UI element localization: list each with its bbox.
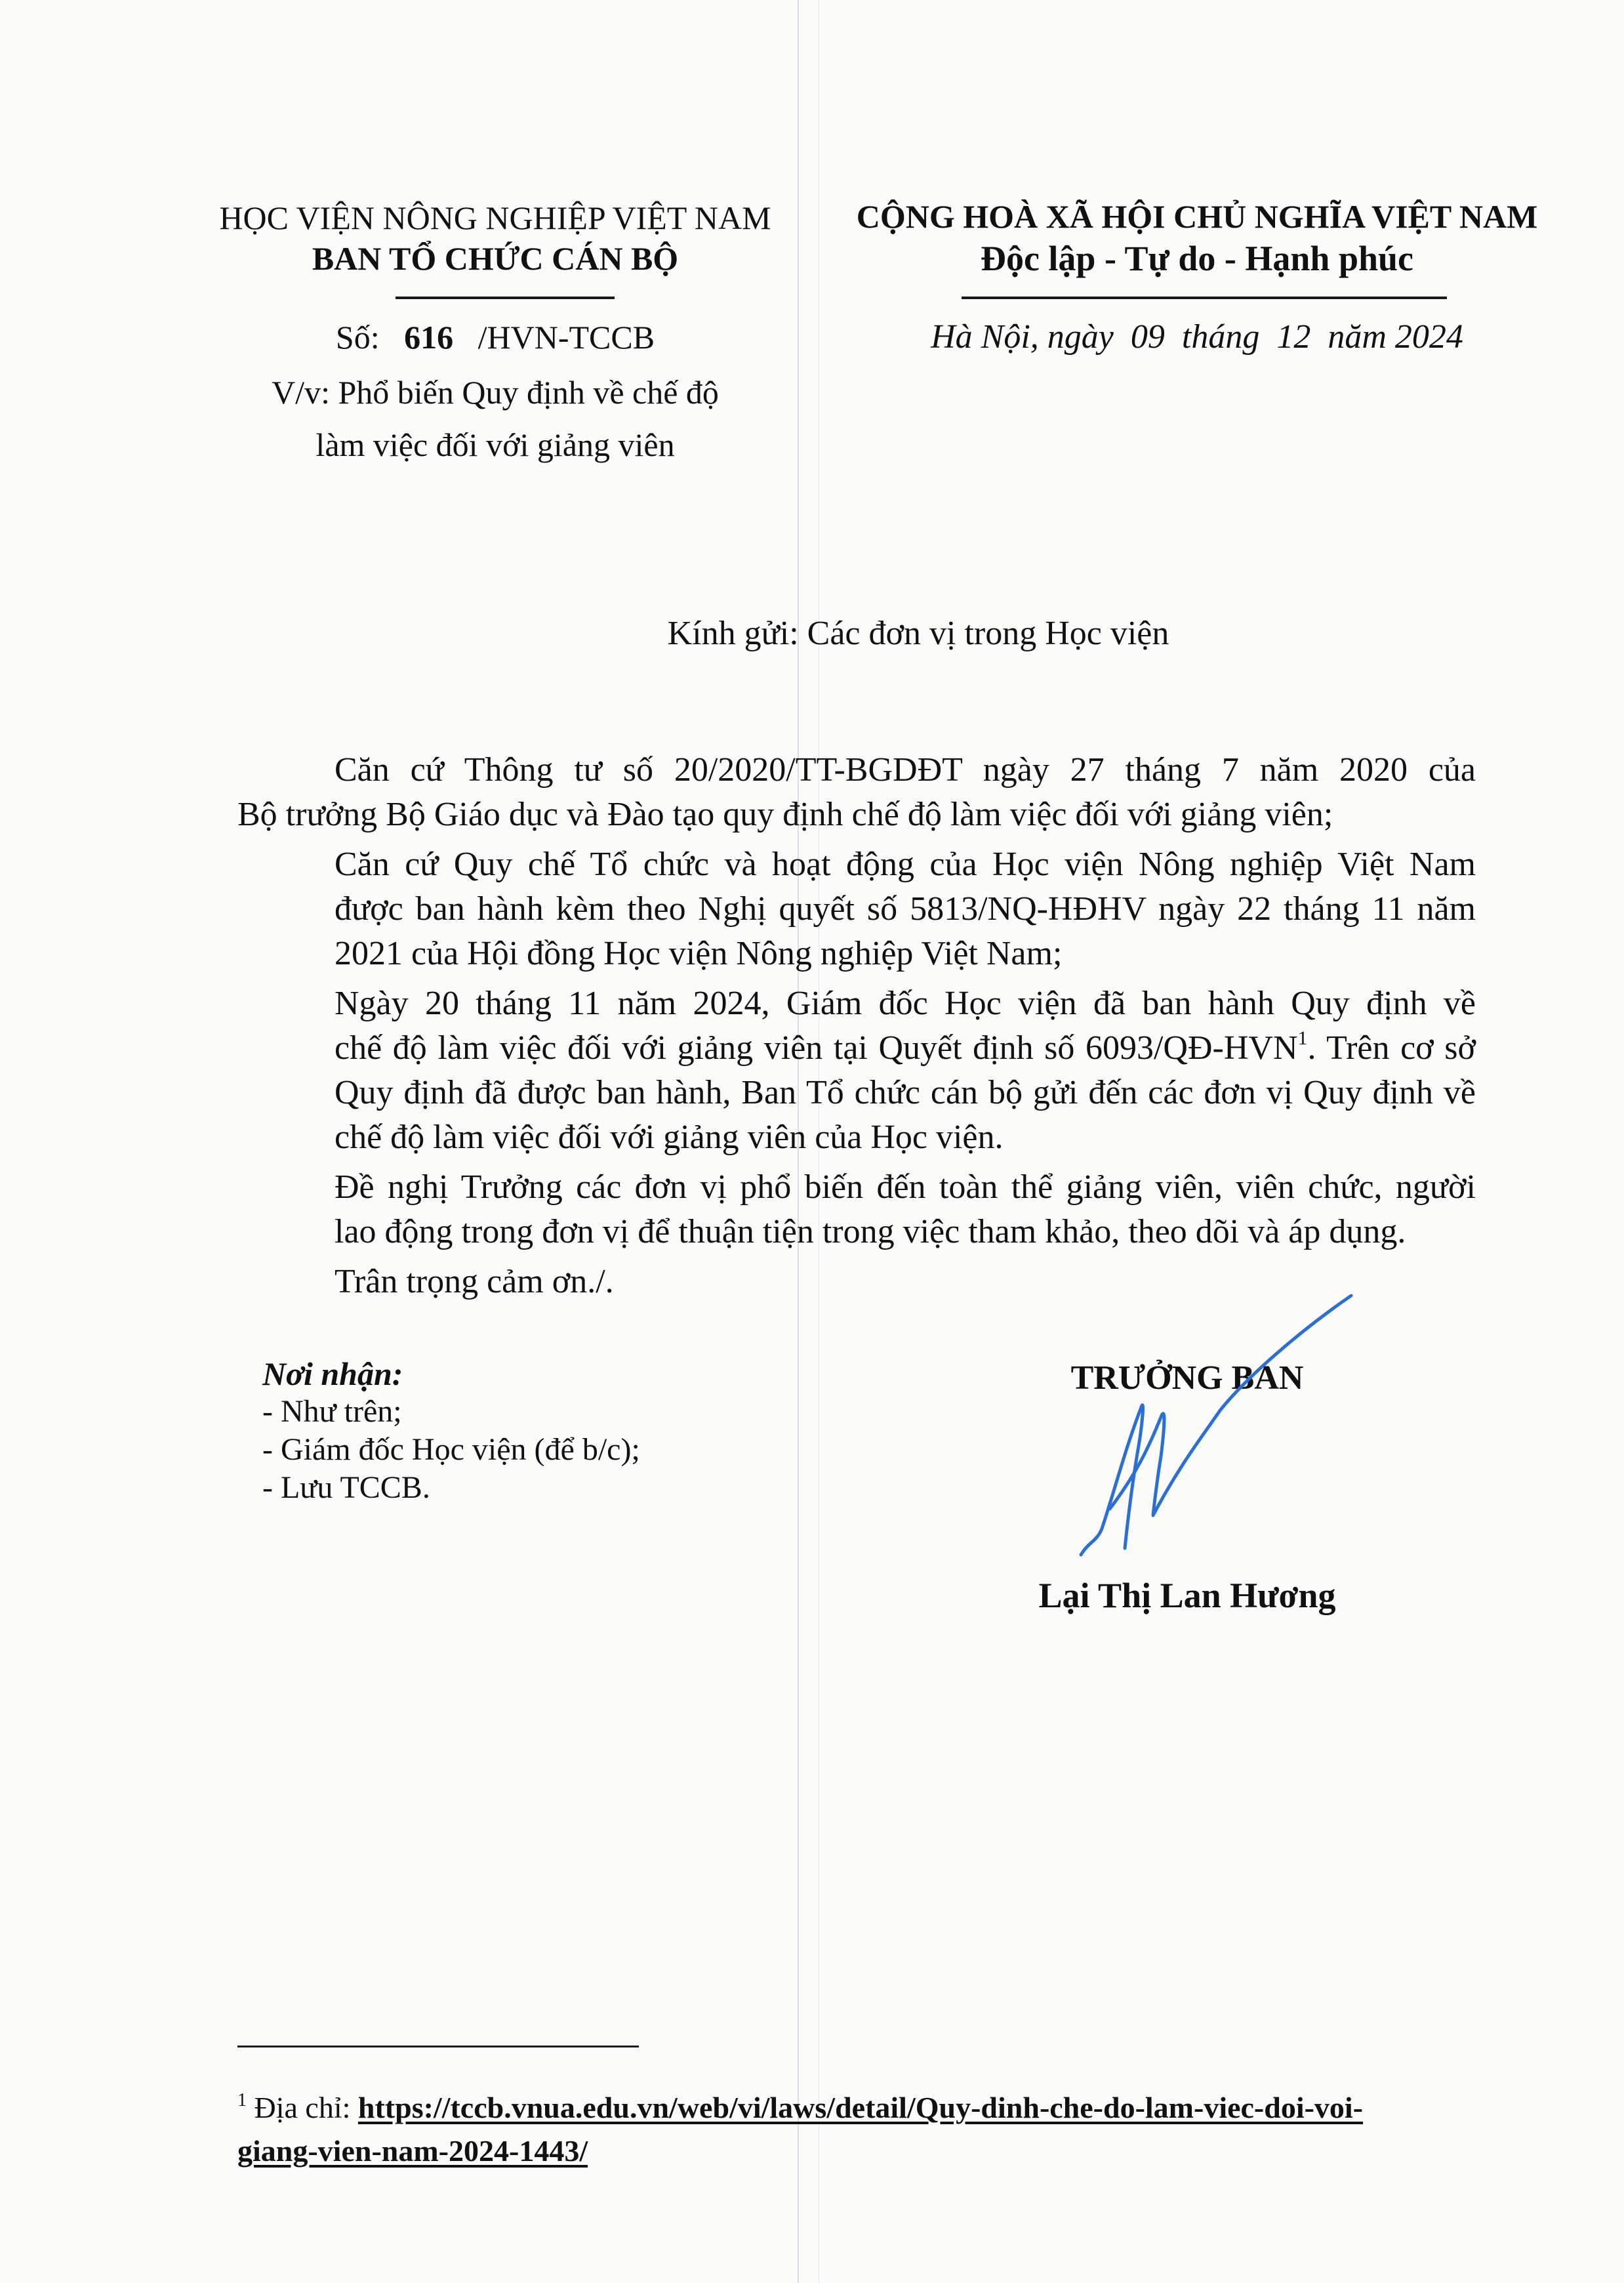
- body-line: Đề nghị Trưởng các đơn vị phổ biến đến toàn thể giảng viên, viên chức, người: [335, 1168, 1476, 1206]
- body-line: được ban hành kèm theo Nghị quyết số 5813/NQ-HĐHV ngày 22 tháng 11 năm: [335, 890, 1476, 928]
- body-line: Quy định đã được ban hành, Ban Tổ chức cán bộ gửi đến các đơn vị Quy định về: [335, 1074, 1476, 1111]
- paragraph-announcement: [237, 981, 1476, 1160]
- document-number: [167, 318, 823, 357]
- doc-number-value: 616: [404, 319, 454, 356]
- letter-body: [237, 748, 1476, 1309]
- organization-name: HỌC VIỆN NÔNG NGHIỆP VIỆT NAM: [219, 199, 771, 236]
- footnote: [237, 2086, 1471, 2173]
- paragraph-legal-basis-2: [237, 842, 1476, 976]
- body-line: lao động trong đơn vị để thuận tiện trong việc tham khảo, theo dõi và áp dụng.: [335, 1213, 1406, 1250]
- left-header-underline: [396, 297, 615, 299]
- recipient-item: - Giám đốc Học viện (để b/c);: [262, 1432, 640, 1467]
- body-line: Ngày 20 tháng 11 năm 2024, Giám đốc Học viện đã ban hành Quy định về: [335, 985, 1476, 1022]
- date-year: 2024: [1394, 318, 1463, 356]
- closing-line: Trân trọng cảm ơn./.: [335, 1263, 614, 1300]
- department-name: BAN TỔ CHỨC CÁN BỘ: [312, 240, 679, 277]
- date-month: 12: [1276, 318, 1311, 356]
- date-day: 09: [1130, 318, 1165, 356]
- national-motto: Độc lập - Tự do - Hạnh phúc: [980, 239, 1414, 278]
- footnote-url-line-1[interactable]: https://tccb.vnua.edu.vn/web/vi/laws/detail/Quy-dinh-che-do-lam-viec-doi-voi-: [357, 2091, 1364, 2124]
- body-line: 2021 của Hội đồng Học viện Nông nghiệp Việt Nam;: [335, 935, 1063, 972]
- body-line: chế độ làm việc đối với giảng viên của Học viện.: [335, 1119, 1004, 1156]
- body-text: chế độ làm việc đối với giảng viên tại Quyết định số 6093/QĐ-HVN: [335, 1029, 1298, 1067]
- recipients-block: [262, 1355, 640, 1507]
- footnote-reference[interactable]: 1: [1297, 1027, 1308, 1049]
- subject-line-2: làm việc đối với giảng viên: [315, 426, 675, 463]
- date-year-label: năm: [1328, 318, 1387, 356]
- doc-number-suffix: /HVN-TCCB: [477, 319, 655, 356]
- body-line: Bộ trưởng Bộ Giáo dục và Đào tạo quy định chế độ làm việc đối với giảng viên;: [237, 796, 1333, 833]
- footnote-label: Địa chỉ:: [254, 2091, 351, 2124]
- paragraph-legal-basis-1: [237, 748, 1476, 837]
- paragraph-request: [237, 1165, 1476, 1254]
- body-line-with-footnote: [237, 1026, 1476, 1071]
- signer-name: Lại Thị Lan Hương: [1038, 1576, 1336, 1615]
- recipient-item: - Lưu TCCB.: [262, 1470, 430, 1505]
- body-text: . Trên cơ sở: [1307, 1029, 1476, 1067]
- date-place-label: Hà Nội, ngày: [931, 318, 1114, 356]
- addressee: Kính gửi: Các đơn vị trong Học viện: [667, 615, 1169, 652]
- body-line: Căn cứ Thông tư số 20/2020/TT-BGDĐT ngày 27 tháng 7 năm 2020 của: [335, 751, 1476, 789]
- national-title: CỘNG HOÀ XÃ HỘI CHỦ NGHĨA VIỆT NAM: [856, 198, 1538, 235]
- handwritten-signature-icon: [1049, 1279, 1377, 1574]
- signer-position: TRƯỞNG BAN: [1070, 1359, 1304, 1397]
- date-place: [833, 318, 1561, 357]
- footnote-mark: 1: [237, 2090, 247, 2110]
- doc-number-label: Số:: [335, 319, 380, 356]
- right-header-underline: [962, 297, 1447, 299]
- footnote-link[interactable]: [237, 2091, 1363, 2168]
- subject-line-1: V/v: Phổ biến Quy định về chế độ: [272, 374, 719, 411]
- recipient-item: - Như trên;: [262, 1394, 402, 1429]
- date-month-label: tháng: [1181, 318, 1260, 356]
- footnote-url-line-2[interactable]: giang-vien-nam-2024-1443/: [237, 2134, 588, 2168]
- recipients-title: Nơi nhận:: [262, 1355, 403, 1392]
- body-line: Căn cứ Quy chế Tổ chức và hoạt động của Học viện Nông nghiệp Việt Nam: [335, 846, 1476, 883]
- footnote-separator: [237, 2046, 639, 2047]
